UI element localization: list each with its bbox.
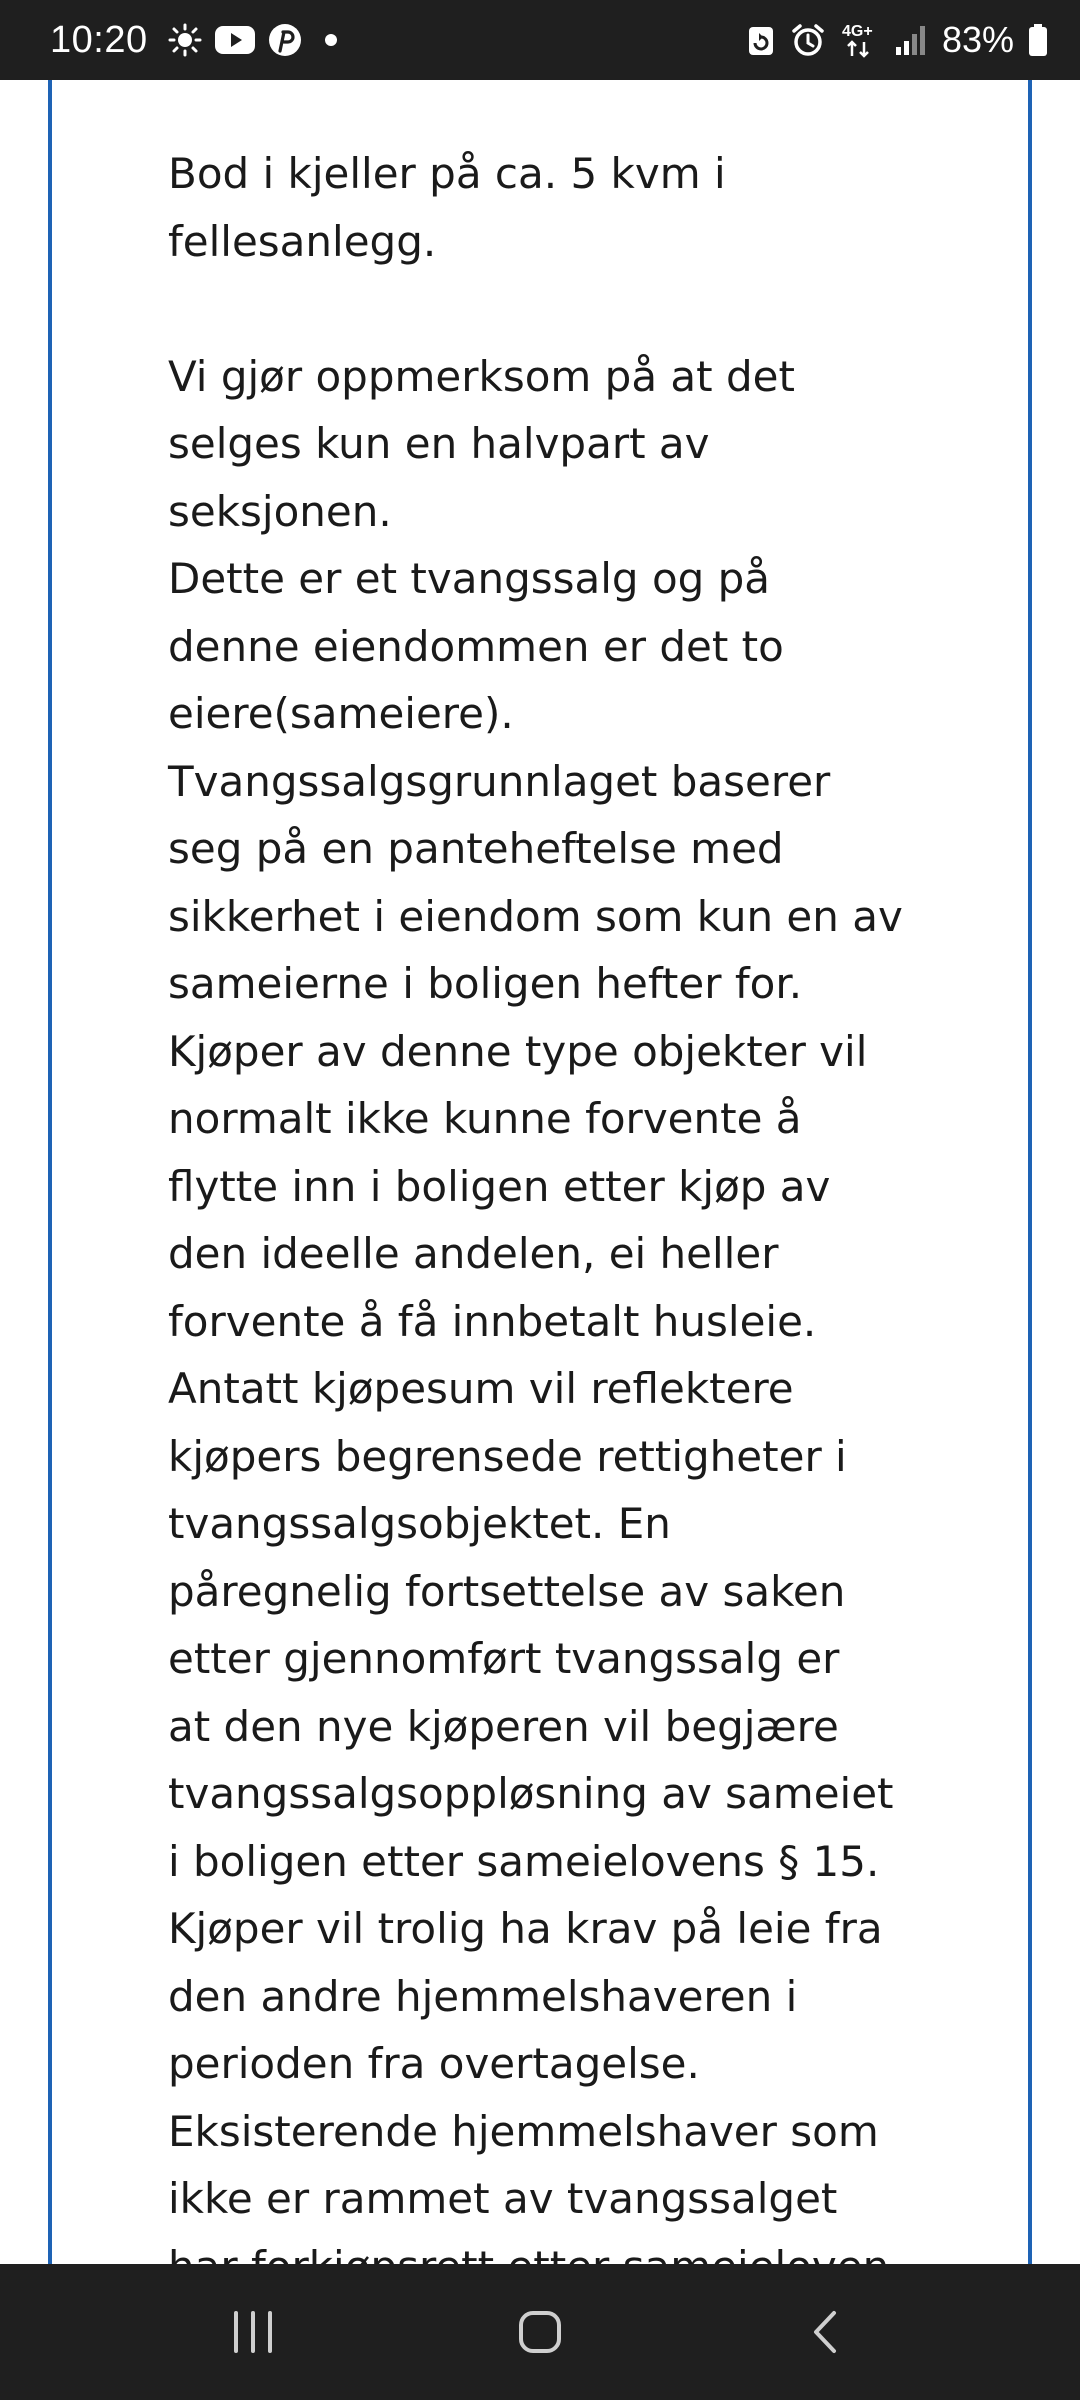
text-line: denne eiendommen er det to [168,621,784,671]
notice-paragraph [168,343,988,2301]
text-line: flytte inn i boligen etter kjøp av [168,1161,831,1211]
text-line: den andre hjemmelshaveren i [168,1971,798,2021]
text-line: sikkerhet i eiendom som kun en av [168,891,903,941]
back-button[interactable] [767,2282,887,2382]
text-line: den ideelle andelen, ei heller [168,1229,779,1278]
back-icon [802,2307,852,2357]
battery-percent: 83% [941,19,1014,60]
text-line: seg på en panteheftelse med [168,824,784,873]
signal-icon [894,23,928,57]
text-line: Dette er et tvangssalg og på [168,554,771,603]
text-line: seksjonen. [168,486,392,536]
recent-apps-icon [228,2307,278,2357]
alarm-icon [790,22,826,58]
text-line: i boligen etter sameielovens § 15. [168,1836,880,1886]
pinterest-icon [268,23,302,57]
text-line: eiere(sameiere). [168,689,514,738]
text-line: at den nye kjøperen vil begjære [168,1701,839,1751]
text-line: Tvangssalgsgrunnlaget baserer [168,756,831,806]
storage-paragraph: Bod i kjeller på ca. 5 kvm i fellesanlegg. [168,149,726,266]
text-line: forvente å få innbetalt husleie. [168,1296,817,1346]
text-line: Kjøper av denne type objekter vil [168,1026,868,1076]
brightness-icon [168,23,202,57]
svg-text:4G+: 4G+ [841,23,873,40]
text-line: perioden fra overtagelse. [168,2039,700,2088]
navigation-bar [0,2264,1080,2400]
text-line: normalt ikke kunne forvente å [168,1094,802,1143]
text-line: tvangssalgsoppløsning av sameiet [168,1769,894,1818]
text-line: sameierne i boligen hefter for. [168,959,803,1008]
youtube-icon [214,24,256,56]
listing-description-panel [48,80,1032,2264]
description-text [168,140,988,2300]
battery-icon [1028,23,1048,57]
text-line: Kjøper vil trolig ha krav på leie fra [168,1904,883,1953]
text-line: ikke er rammet av tvangssalget [168,2174,838,2223]
text-line: Eksisterende hjemmelshaver som [168,2106,879,2156]
text-line: påregnelig fortsettelse av saken [168,1566,846,1616]
status-time: 10:20 [50,18,148,61]
text-line: tvangssalgsobjektet. En [168,1499,671,1548]
dot-icon [324,33,338,47]
text-line: Antatt kjøpesum vil reflektere [168,1364,794,1413]
recent-apps-button[interactable] [193,2282,313,2382]
text-line: etter gjennomført tvangssalg er [168,1634,840,1683]
home-icon [515,2307,565,2357]
status-bar [0,0,1080,80]
recycle-icon [746,23,776,57]
text-line: kjøpers begrensede rettigheter i [168,1431,847,1481]
text-line: Vi gjør oppmerksom på at det [168,351,795,401]
4g-icon [840,20,880,60]
home-button[interactable] [480,2282,600,2382]
text-line: selges kun en halvpart av [168,419,710,468]
